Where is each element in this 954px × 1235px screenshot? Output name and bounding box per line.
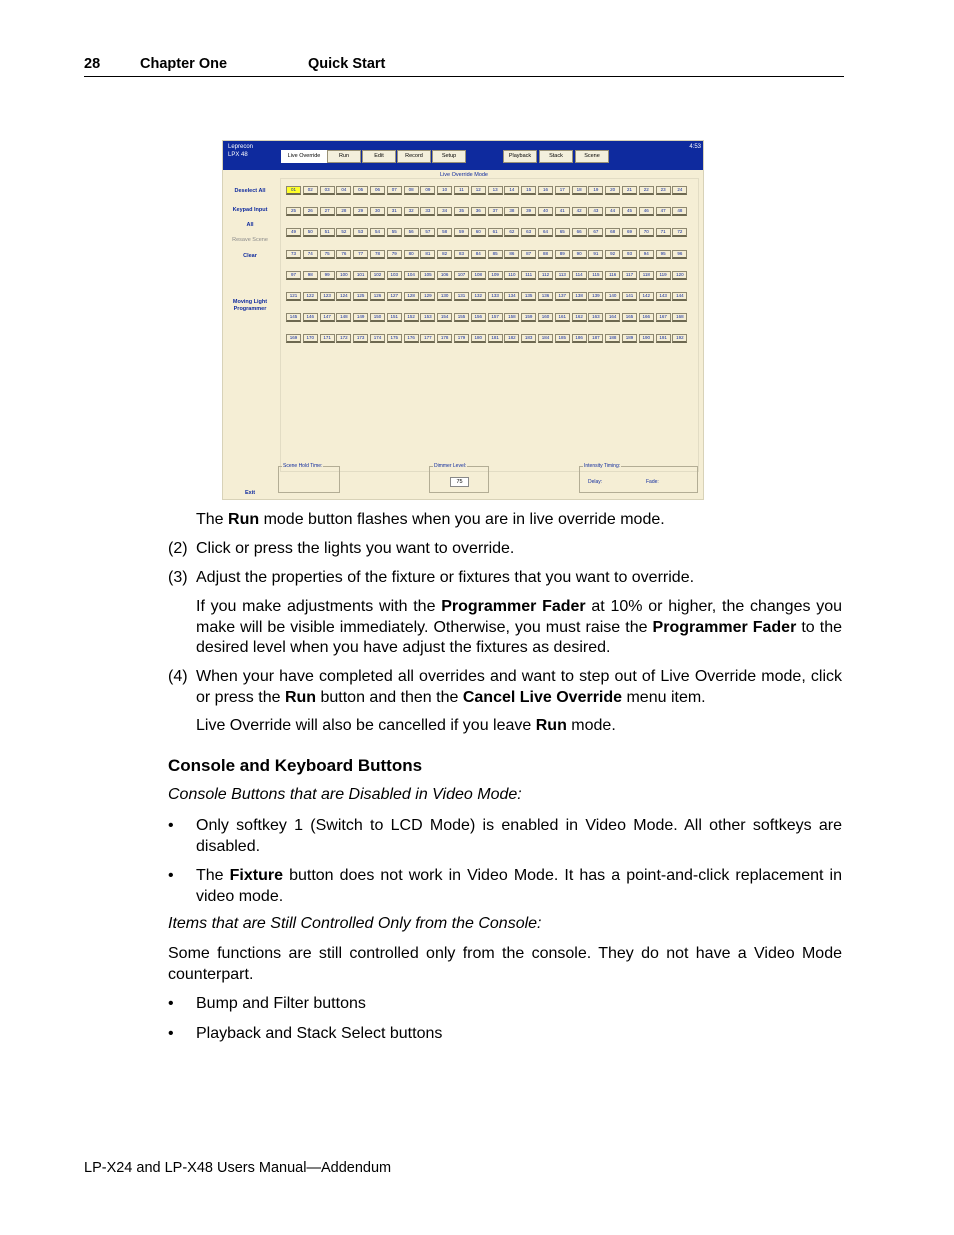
channel-button[interactable]: 11	[454, 186, 469, 195]
channel-button[interactable]: 119	[656, 271, 671, 280]
channel-button[interactable]: 22	[639, 186, 654, 195]
channel-button[interactable]: 91	[588, 250, 603, 259]
text: When your have completed all overrides and want to step out of Live Override mode, click or press the	[196, 668, 842, 706]
channel-button[interactable]: 70	[639, 228, 654, 237]
channel-button[interactable]: 30	[370, 207, 385, 216]
channel-button[interactable]: 181	[488, 334, 503, 343]
intensity-timing-group	[579, 463, 698, 493]
channel-button[interactable]: 142	[639, 292, 654, 301]
channel-button[interactable]: 130	[437, 292, 452, 301]
resave-scene-button[interactable]: Resave Scene	[232, 237, 268, 243]
page-footer: LP-X24 and LP-X48 Users Manual—Addendum	[84, 1160, 392, 1176]
brand-name: Leprecon	[228, 144, 254, 150]
cancel-paragraph	[196, 716, 842, 737]
channel-button[interactable]: 141	[622, 292, 637, 301]
channel-button[interactable]: 102	[370, 271, 385, 280]
channel-button[interactable]: 169	[286, 334, 301, 343]
channel-button[interactable]: 101	[353, 271, 368, 280]
channel-button[interactable]: 140	[605, 292, 620, 301]
channel-button[interactable]: 76	[336, 250, 351, 259]
channel-button[interactable]: 105	[420, 271, 435, 280]
channel-button[interactable]: 172	[336, 334, 351, 343]
text: button and then the	[316, 688, 463, 706]
text: to the desired level when you have adjust the fixtures as desired.	[196, 618, 842, 656]
channel-button[interactable]: 53	[353, 228, 368, 237]
channel-button[interactable]: 90	[572, 250, 587, 259]
channel-button[interactable]: 127	[387, 292, 402, 301]
channel-button[interactable]: 35	[454, 207, 469, 216]
channel-button[interactable]: 173	[353, 334, 368, 343]
channel-button[interactable]: 123	[320, 292, 335, 301]
channel-button[interactable]: 156	[471, 313, 486, 322]
fade-label: Fade:	[646, 479, 659, 485]
channel-button[interactable]: 78	[370, 250, 385, 259]
bullet-icon: •	[168, 867, 174, 884]
channel-button[interactable]: 163	[588, 313, 603, 322]
channel-button[interactable]: 36	[471, 207, 486, 216]
scene-button[interactable]: Scene	[575, 150, 609, 163]
bullet-softkey: Only softkey 1 (Switch to LCD Mode) is enabled in Video Mode. All other softkeys are disabled.	[196, 817, 842, 855]
channel-button[interactable]: 17	[555, 186, 570, 195]
channel-button[interactable]: 125	[353, 292, 368, 301]
text: The	[196, 867, 230, 884]
channel-button[interactable]: 135	[521, 292, 536, 301]
channel-button[interactable]: 09	[420, 186, 435, 195]
clear-button[interactable]: Clear	[243, 253, 257, 259]
channel-button[interactable]: 15	[521, 186, 536, 195]
channel-button[interactable]: 34	[437, 207, 452, 216]
channel-button[interactable]: 20	[605, 186, 620, 195]
channel-button[interactable]: 170	[303, 334, 318, 343]
step-3-text: Adjust the properties of the fixture or fixtures that you want to override.	[196, 569, 695, 586]
channel-button[interactable]: 29	[353, 207, 368, 216]
channel-button[interactable]: 27	[320, 207, 335, 216]
channel-button[interactable]: 64	[538, 228, 553, 237]
channel-button[interactable]: 74	[303, 250, 318, 259]
channel-button[interactable]: 182	[504, 334, 519, 343]
channel-button[interactable]: 67	[588, 228, 603, 237]
channel-button[interactable]: 71	[656, 228, 671, 237]
channel-button[interactable]: 41	[555, 207, 570, 216]
edit-button[interactable]: Edit	[362, 150, 396, 163]
channel-button[interactable]: 108	[471, 271, 486, 280]
channel-button[interactable]: 143	[656, 292, 671, 301]
dimmer-level-input[interactable]: 75	[450, 477, 469, 487]
channel-button[interactable]: 159	[521, 313, 536, 322]
channel-button[interactable]: 171	[320, 334, 335, 343]
channel-button[interactable]: 132	[471, 292, 486, 301]
bullet-icon: •	[168, 1025, 174, 1042]
run-button[interactable]: Run	[327, 150, 361, 163]
channel-button[interactable]: 01	[286, 186, 301, 195]
channel-button[interactable]: 115	[588, 271, 603, 280]
channel-button[interactable]: 103	[387, 271, 402, 280]
channel-button[interactable]: 178	[437, 334, 452, 343]
channel-button[interactable]: 50	[303, 228, 318, 237]
channel-button[interactable]: 117	[622, 271, 637, 280]
channel-button[interactable]: 31	[387, 207, 402, 216]
channel-button[interactable]: 21	[622, 186, 637, 195]
channel-button[interactable]: 40	[538, 207, 553, 216]
channel-button[interactable]: 95	[656, 250, 671, 259]
channel-button[interactable]: 16	[538, 186, 553, 195]
channel-button[interactable]: 155	[454, 313, 469, 322]
channel-button[interactable]: 32	[404, 207, 419, 216]
channel-button[interactable]: 49	[286, 228, 301, 237]
channel-button[interactable]: 03	[320, 186, 335, 195]
channel-button[interactable]: 07	[387, 186, 402, 195]
channel-button[interactable]: 79	[387, 250, 402, 259]
channel-button[interactable]: 131	[454, 292, 469, 301]
channel-button[interactable]: 158	[504, 313, 519, 322]
channel-button[interactable]: 05	[353, 186, 368, 195]
channel-button[interactable]: 85	[488, 250, 503, 259]
channel-button[interactable]: 45	[622, 207, 637, 216]
channel-button[interactable]: 122	[303, 292, 318, 301]
channel-button[interactable]: 66	[572, 228, 587, 237]
channel-button[interactable]: 136	[538, 292, 553, 301]
record-button[interactable]: Record	[397, 150, 431, 163]
channel-button[interactable]: 149	[353, 313, 368, 322]
console-subheading: Items that are Still Controlled Only from the Console:	[168, 915, 542, 932]
channel-button[interactable]: 42	[572, 207, 587, 216]
section-heading: Console and Keyboard Buttons	[168, 756, 423, 775]
text: The	[196, 511, 229, 528]
text: mode button flashes when you are in live override mode.	[259, 511, 665, 528]
scene-hold-time-group	[278, 463, 340, 493]
section-title: Quick Start	[308, 56, 386, 72]
channel-button[interactable]: 58	[437, 228, 452, 237]
channel-button[interactable]: 39	[521, 207, 536, 216]
channel-button[interactable]: 153	[420, 313, 435, 322]
channel-button[interactable]: 47	[656, 207, 671, 216]
console-paragraph: Some functions are still controlled only from the console. They do not have a Video Mode counterpart.	[168, 945, 842, 983]
channel-button[interactable]: 89	[555, 250, 570, 259]
exit-button[interactable]: Exit	[244, 490, 256, 496]
channel-button[interactable]: 98	[303, 271, 318, 280]
stack-button[interactable]: Stack	[539, 150, 573, 163]
channel-button[interactable]: 82	[437, 250, 452, 259]
deselect-all-button[interactable]: Deselect All	[234, 188, 266, 194]
live-override-button[interactable]: Live Override	[281, 150, 327, 163]
delay-label: Delay:	[588, 479, 603, 485]
intensity-timing-label: Intensity Timing:	[584, 463, 621, 469]
channel-button[interactable]: 51	[320, 228, 335, 237]
bullet-playback-stack: Playback and Stack Select buttons	[196, 1025, 443, 1042]
channel-button[interactable]: 73	[286, 250, 301, 259]
channel-button[interactable]: 25	[286, 207, 301, 216]
channel-button[interactable]: 124	[336, 292, 351, 301]
channel-button[interactable]: 114	[572, 271, 587, 280]
channel-button[interactable]: 148	[336, 313, 351, 322]
channel-button[interactable]: 62	[504, 228, 519, 237]
channel-button[interactable]: 60	[471, 228, 486, 237]
channel-button[interactable]: 92	[605, 250, 620, 259]
fixture-keyword: Fixture	[229, 867, 283, 884]
step-number: (3)	[168, 569, 188, 586]
channel-button[interactable]: 12	[471, 186, 486, 195]
moving-light-programmer-button[interactable]: Moving Light Programmer	[232, 299, 268, 312]
channel-button[interactable]: 10	[437, 186, 452, 195]
channel-button[interactable]: 154	[437, 313, 452, 322]
bullet-bump-filter: Bump and Filter buttons	[196, 995, 366, 1012]
channel-button[interactable]: 18	[572, 186, 587, 195]
channel-button[interactable]: 23	[656, 186, 671, 195]
scene-hold-time-label: Scene Hold Time:	[283, 463, 323, 469]
channel-button[interactable]: 87	[521, 250, 536, 259]
channel-button[interactable]: 59	[454, 228, 469, 237]
run-keyword: Run	[228, 511, 260, 528]
channel-button[interactable]: 157	[488, 313, 503, 322]
channel-button[interactable]: 184	[538, 334, 553, 343]
channel-button[interactable]: 84	[471, 250, 486, 259]
channel-button[interactable]: 38	[504, 207, 519, 216]
channel-button[interactable]: 63	[521, 228, 536, 237]
channel-button[interactable]: 152	[404, 313, 419, 322]
programmer-fader-keyword: Programmer Fader	[652, 618, 797, 636]
channel-button[interactable]: 111	[521, 271, 536, 280]
channel-button[interactable]: 72	[672, 228, 687, 237]
channel-button[interactable]: 161	[555, 313, 570, 322]
channel-button[interactable]: 94	[639, 250, 654, 259]
channel-button[interactable]: 69	[622, 228, 637, 237]
channel-button[interactable]: 04	[336, 186, 351, 195]
step-number: (2)	[168, 540, 188, 557]
channel-button[interactable]: 08	[404, 186, 419, 195]
channel-button[interactable]: 28	[336, 207, 351, 216]
channel-button[interactable]: 06	[370, 186, 385, 195]
page-header	[84, 56, 844, 77]
channel-button[interactable]: 165	[622, 313, 637, 322]
channel-button[interactable]: 187	[588, 334, 603, 343]
channel-button[interactable]: 96	[672, 250, 687, 259]
title-bar	[223, 141, 704, 170]
channel-button[interactable]: 160	[538, 313, 553, 322]
channel-button[interactable]: 44	[605, 207, 620, 216]
step-number: (4)	[168, 668, 188, 685]
channel-button[interactable]: 139	[588, 292, 603, 301]
fader-paragraph	[196, 597, 842, 659]
channel-button[interactable]: 183	[521, 334, 536, 343]
channel-button[interactable]: 24	[672, 186, 687, 195]
channel-button[interactable]: 120	[672, 271, 687, 280]
playback-button[interactable]: Playback	[503, 150, 537, 163]
channel-button[interactable]: 185	[555, 334, 570, 343]
channel-button[interactable]: 190	[639, 334, 654, 343]
channel-button[interactable]: 151	[387, 313, 402, 322]
channel-button[interactable]: 26	[303, 207, 318, 216]
channel-button[interactable]: 56	[404, 228, 419, 237]
run-note-paragraph	[196, 510, 842, 531]
channel-button[interactable]: 68	[605, 228, 620, 237]
channel-button[interactable]: 88	[538, 250, 553, 259]
channel-button[interactable]: 188	[605, 334, 620, 343]
channel-button[interactable]: 145	[286, 313, 301, 322]
channel-button[interactable]: 65	[555, 228, 570, 237]
programmer-fader-keyword: Programmer Fader	[441, 598, 586, 615]
dimmer-level-label: Dimmer Level:	[434, 463, 467, 469]
text: mode.	[566, 717, 616, 734]
channel-button[interactable]: 189	[622, 334, 637, 343]
channel-button[interactable]: 180	[471, 334, 486, 343]
channel-button[interactable]: 81	[420, 250, 435, 259]
clock-display: 4:53	[689, 144, 701, 150]
channel-button[interactable]: 144	[672, 292, 687, 301]
channel-button[interactable]: 99	[320, 271, 335, 280]
channel-button[interactable]: 14	[504, 186, 519, 195]
channel-button[interactable]: 19	[588, 186, 603, 195]
channel-button[interactable]: 83	[454, 250, 469, 259]
channel-button[interactable]: 133	[488, 292, 503, 301]
channel-button[interactable]: 175	[387, 334, 402, 343]
channel-button[interactable]: 75	[320, 250, 335, 259]
page-number: 28	[84, 56, 101, 72]
text: at 10% or higher, the changes you make will be visible immediately. Otherwise, you must raise the	[196, 598, 843, 636]
channel-button[interactable]: 192	[672, 334, 687, 343]
brand-logo	[228, 143, 253, 159]
channel-button[interactable]: 37	[488, 207, 503, 216]
channel-button[interactable]: 86	[504, 250, 519, 259]
bullet-fixture	[196, 866, 842, 907]
channel-grid-frame	[280, 178, 699, 472]
bullet-icon: •	[168, 995, 174, 1012]
channel-button[interactable]: 118	[639, 271, 654, 280]
chapter-title: Chapter One	[140, 56, 228, 72]
channel-button[interactable]: 166	[639, 313, 654, 322]
channel-button[interactable]: 134	[504, 292, 519, 301]
channel-button[interactable]: 33	[420, 207, 435, 216]
channel-button[interactable]: 02	[303, 186, 318, 195]
text: menu item.	[622, 688, 706, 706]
text: button does not work in Video Mode. It has a point-and-click replacement in video mode.	[196, 867, 843, 905]
setup-button[interactable]: Setup	[432, 150, 466, 163]
channel-button[interactable]: 110	[504, 271, 519, 280]
channel-button[interactable]: 57	[420, 228, 435, 237]
channel-button[interactable]: 109	[488, 271, 503, 280]
bullet-icon: •	[168, 817, 174, 834]
channel-button[interactable]: 104	[404, 271, 419, 280]
channel-button[interactable]: 164	[605, 313, 620, 322]
channel-button[interactable]: 46	[639, 207, 654, 216]
brand-model: LPX 48	[228, 152, 248, 158]
keypad-input-button[interactable]: Keypad Input	[232, 207, 268, 213]
dimmer-level-group	[429, 463, 489, 493]
channel-button[interactable]: 129	[420, 292, 435, 301]
channel-button[interactable]: 100	[336, 271, 351, 280]
channel-button[interactable]: 77	[353, 250, 368, 259]
channel-button[interactable]: 146	[303, 313, 318, 322]
channel-button[interactable]: 106	[437, 271, 452, 280]
channel-button[interactable]: 128	[404, 292, 419, 301]
run-keyword: Run	[535, 717, 567, 734]
channel-button[interactable]: 107	[454, 271, 469, 280]
channel-button[interactable]: 162	[572, 313, 587, 322]
channel-button[interactable]: 112	[538, 271, 553, 280]
mode-title: Live Override Mode	[440, 172, 488, 178]
channel-button[interactable]: 13	[488, 186, 503, 195]
channel-button[interactable]: 191	[656, 334, 671, 343]
channel-button[interactable]: 176	[404, 334, 419, 343]
channel-button[interactable]: 177	[420, 334, 435, 343]
text: If you make adjustments with the	[196, 598, 442, 615]
channel-button[interactable]: 126	[370, 292, 385, 301]
channel-button[interactable]: 167	[656, 313, 671, 322]
channel-button[interactable]: 174	[370, 334, 385, 343]
channel-button[interactable]: 61	[488, 228, 503, 237]
channel-button[interactable]: 121	[286, 292, 301, 301]
channel-button[interactable]: 116	[605, 271, 620, 280]
channel-button[interactable]: 168	[672, 313, 687, 322]
disabled-subheading: Console Buttons that are Disabled in Video Mode:	[168, 786, 522, 803]
channel-button[interactable]: 43	[588, 207, 603, 216]
step-4-text	[196, 667, 842, 708]
step-2-text: Click or press the lights you want to override.	[196, 540, 515, 557]
all-button[interactable]: All	[246, 222, 254, 228]
channel-button[interactable]: 97	[286, 271, 301, 280]
channel-button[interactable]: 150	[370, 313, 385, 322]
channel-button[interactable]: 48	[672, 207, 687, 216]
text: Live Override will also be cancelled if you leave	[196, 717, 536, 734]
channel-button[interactable]: 137	[555, 292, 570, 301]
cancel-live-override-keyword: Cancel Live Override	[462, 688, 623, 706]
channel-button[interactable]: 138	[572, 292, 587, 301]
channel-button[interactable]: 179	[454, 334, 469, 343]
run-keyword: Run	[284, 688, 317, 706]
channel-button[interactable]: 186	[572, 334, 587, 343]
live-override-screenshot	[222, 140, 704, 500]
channel-button[interactable]: 113	[555, 271, 570, 280]
channel-button[interactable]: 93	[622, 250, 637, 259]
channel-button[interactable]: 54	[370, 228, 385, 237]
channel-button[interactable]: 55	[387, 228, 402, 237]
channel-button[interactable]: 80	[404, 250, 419, 259]
channel-button[interactable]: 147	[320, 313, 335, 322]
channel-button[interactable]: 52	[336, 228, 351, 237]
